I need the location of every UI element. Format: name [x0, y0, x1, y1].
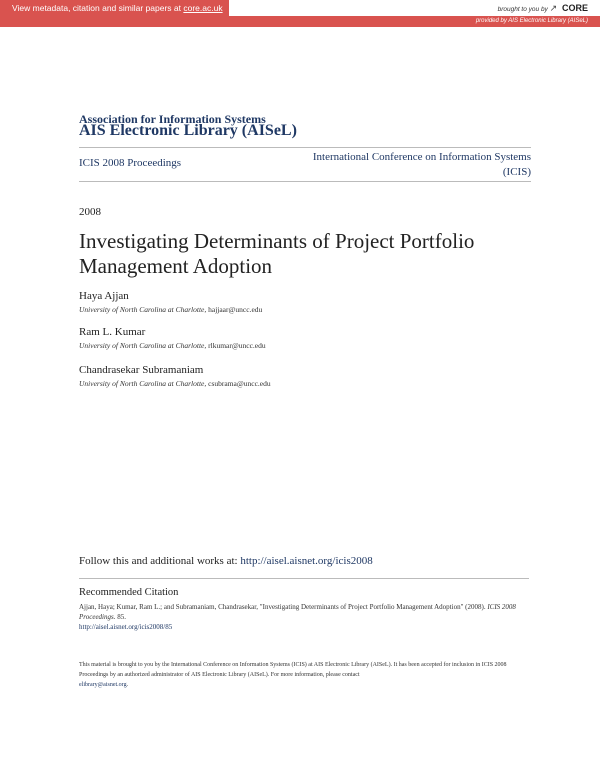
- citation-block: [79, 602, 519, 632]
- author-affiliation: University of North Carolina at Charlotte, csubrama@uncc.edu: [79, 379, 271, 388]
- core-banner: [0, 0, 600, 16]
- conference-link[interactable]: [271, 150, 531, 180]
- author-affiliation: University of North Carolina at Charlotte, hajjaar@uncc.edu: [79, 305, 263, 314]
- follow-line: [79, 555, 373, 567]
- core-metadata-link[interactable]: [0, 0, 229, 16]
- citation-number: . 85.: [113, 613, 126, 621]
- affiliation-text: University of North Carolina at Charlotte: [79, 341, 205, 350]
- follow-label: Follow this and additional works at:: [79, 555, 241, 567]
- affiliation-text: University of North Carolina at Charlotte: [79, 379, 205, 388]
- follow-url-link[interactable]: http://aisel.aisnet.org/icis2008: [240, 555, 373, 567]
- library-name[interactable]: AIS Electronic Library (AISeL): [79, 122, 297, 139]
- citation-divider: [79, 578, 529, 579]
- author-affiliation: University of North Carolina at Charlotte, rlkumar@uncc.edu: [79, 341, 266, 350]
- author-email[interactable]: csubrama@uncc.edu: [208, 379, 271, 388]
- paper-title: Investigating Determinants of Project Portfolio Management Adoption: [79, 229, 475, 278]
- affiliation-text: University of North Carolina at Charlotte: [79, 305, 205, 314]
- author-name: Chandrasekar Subramaniam: [79, 364, 204, 376]
- citation-source: ICIS 2008 Proceedings: [79, 603, 516, 621]
- core-logo-text[interactable]: CORE: [561, 3, 588, 13]
- recommended-citation-heading: Recommended Citation: [79, 587, 179, 598]
- citation-url-link[interactable]: http://aisel.aisnet.org/icis2008/85: [79, 623, 173, 631]
- org-name[interactable]: Association for Information Systems: [79, 112, 266, 126]
- author-email[interactable]: hajjaar@uncc.edu: [208, 305, 263, 314]
- brought-by-text: brought to you by: [497, 6, 548, 13]
- publication-year: 2008: [79, 206, 101, 218]
- core-ac-uk-link[interactable]: core.ac.uk: [183, 3, 223, 13]
- author-email[interactable]: rlkumar@uncc.edu: [208, 341, 266, 350]
- top-divider: [79, 147, 531, 148]
- author-name: Ram L. Kumar: [79, 326, 146, 338]
- provided-by-bar: [0, 16, 600, 27]
- conference-line-1: International Conference on Information Systems: [312, 151, 531, 163]
- provided-by-text: provided by AIS Electronic Library (AISeL): [475, 18, 588, 24]
- proceedings-link[interactable]: ICIS 2008 Proceedings: [79, 157, 182, 169]
- author-name: Haya Ajjan: [79, 290, 129, 302]
- notice-block: [79, 660, 529, 690]
- bottom-divider: [79, 181, 531, 182]
- core-brought-by: [498, 3, 588, 14]
- core-link-prefix: View metadata, citation and similar papers at: [12, 3, 184, 13]
- conference-line-2: (ICIS): [502, 166, 531, 178]
- contact-email-link[interactable]: elibrary@aisnet.org: [79, 682, 127, 688]
- citation-text: Ajjan, Haya; Kumar, Ram L.; and Subramaniam, Chandrasekar, "Investigating Determinants of Project Portfolio Management Adoption" (2008).: [79, 603, 488, 611]
- core-logo-icon: ↗: [549, 3, 558, 13]
- notice-text: This material is brought to you by the International Conference on Information Systems (ICIS) at AIS Electronic Library (AISeL). It has been accepted for inclusion in ICIS 2008 Proceedings by an authorized administrator of AIS Electronic Library (AISeL). For more information, please contact: [79, 662, 507, 678]
- notice-end: .: [126, 682, 129, 688]
